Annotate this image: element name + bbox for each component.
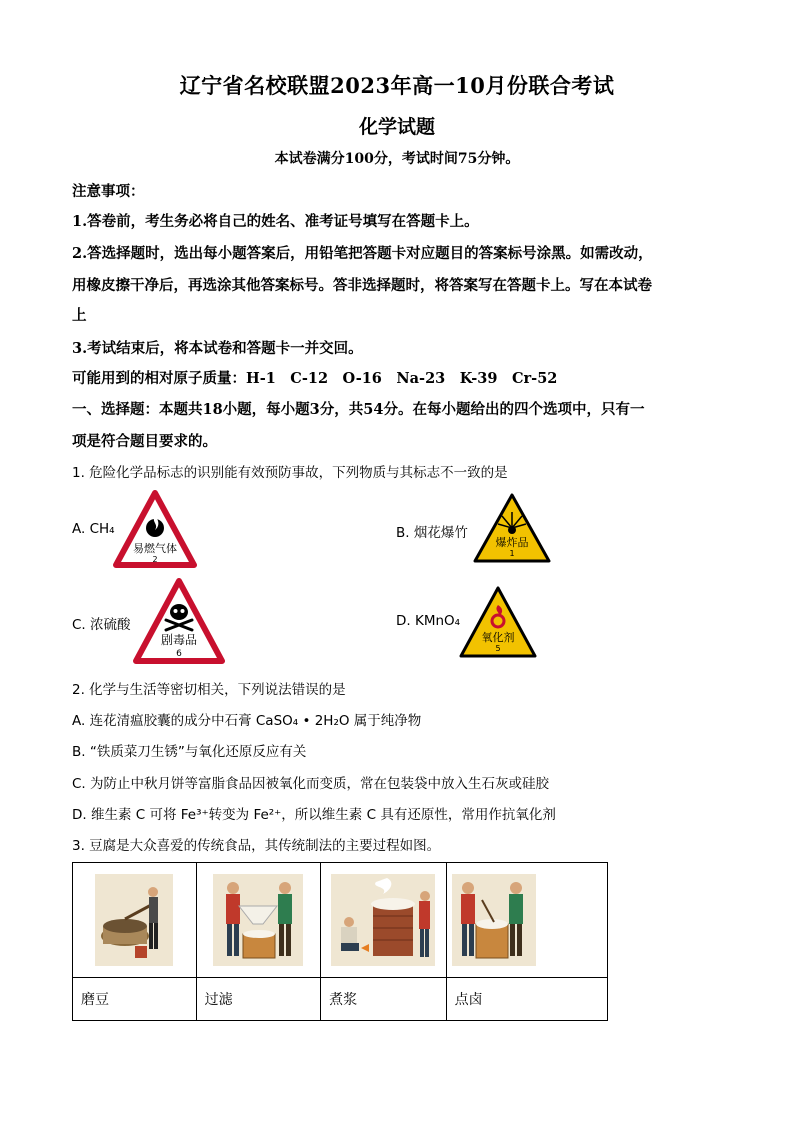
explosive-sign-icon — [472, 492, 552, 564]
atomic-mass-line: 可能用到的相对原子质量：H-1 C-12 O-16 Na-23 K-39 Cr-52 — [72, 370, 558, 387]
section1-heading-line2: 项是符合题目要求的。 — [72, 433, 217, 450]
step-coagulating-label: 点卤 — [446, 978, 607, 1021]
flammable-sign-label: 易燃气体 — [133, 542, 177, 555]
oxidizer-sign-icon — [458, 585, 538, 659]
notes-heading: 注意事项： — [72, 183, 145, 200]
q2-option-b: B. “铁质菜刀生锈”与氧化还原反应有关 — [72, 744, 307, 760]
q3-stem: 3. 豆腐是大众喜爱的传统食品，其传统制法的主要过程如图。 — [72, 838, 441, 854]
coagulating-illustration — [446, 863, 607, 978]
step-boiling-label: 煮浆 — [321, 978, 447, 1021]
explosive-sign-label: 爆炸品 — [495, 536, 529, 549]
toxic-sign-label: 剧毒品 — [160, 633, 198, 647]
q2-option-a: A. 连花清瘟胶囊的成分中石膏 CaSO₄ • 2H₂O 属于纯净物 — [72, 713, 422, 729]
flammable-gas-sign-icon — [113, 490, 197, 568]
exam-title: 辽宁省名校联盟2023年高一10月份联合考试 — [179, 73, 615, 98]
step-grinding-label: 磨豆 — [73, 978, 197, 1021]
grinding-illustration — [73, 863, 197, 978]
note-item-2-line2: 用橡皮擦干净后，再选涂其他答案标号。答非选择题时，将答案写在答题卡上。写在本试卷 — [72, 277, 652, 294]
toxic-sign-icon — [133, 578, 225, 664]
q2-option-d: D. 维生素 C 可将 Fe³⁺转变为 Fe²⁺，所以维生素 C 具有还原性，常用作抗氧化剂 — [72, 807, 556, 823]
q2-option-c: C. 为防止中秋月饼等富脂食品因被氧化而变质，常在包装袋中放入生石灰或硅胶 — [72, 776, 550, 792]
boiling-illustration — [321, 863, 447, 978]
oxidizer-sign-number: 5 — [495, 644, 501, 653]
q2-stem: 2. 化学与生活等密切相关，下列说法错误的是 — [72, 682, 346, 698]
exam-info: 本试卷满分100分，考试时间75分钟。 — [274, 151, 520, 167]
q1-option-c: C. 浓硫酸 — [72, 617, 131, 633]
toxic-sign-number: 6 — [176, 649, 182, 659]
oxidizer-sign-label: 氧化剂 — [481, 631, 515, 644]
step-filtering-label: 过滤 — [196, 978, 320, 1021]
q1-stem: 1. 危险化学品标志的识别能有效预防事故，下列物质与其标志不一致的是 — [72, 465, 508, 481]
note-item-3: 3.考试结束后，将本试卷和答题卡一并交回。 — [72, 340, 363, 357]
explosive-sign-number: 1 — [509, 549, 515, 558]
note-item-1: 1.答卷前，考生务必将自己的姓名、准考证号填写在答题卡上。 — [72, 213, 479, 230]
note-item-2-line1: 2.答选择题时，选出每小题答案后，用铅笔把答题卡对应题目的答案标号涂黑。如需改动， — [72, 245, 653, 262]
q1-option-b: B. 烟花爆竹 — [396, 525, 468, 541]
flammable-sign-number: 2 — [152, 555, 158, 564]
subject-title: 化学试题 — [358, 116, 435, 138]
filtering-illustration — [196, 863, 320, 978]
q1-option-a: A. CH₄ — [72, 521, 115, 537]
q1-option-d: D. KMnO₄ — [396, 613, 461, 629]
tofu-process-table — [72, 862, 608, 1021]
note-item-2-line3: 上 — [72, 307, 87, 324]
section1-heading-line1: 一、选择题：本题共18小题，每小题3分，共54分。在每小题给出的四个选项中，只有一 — [72, 401, 645, 418]
